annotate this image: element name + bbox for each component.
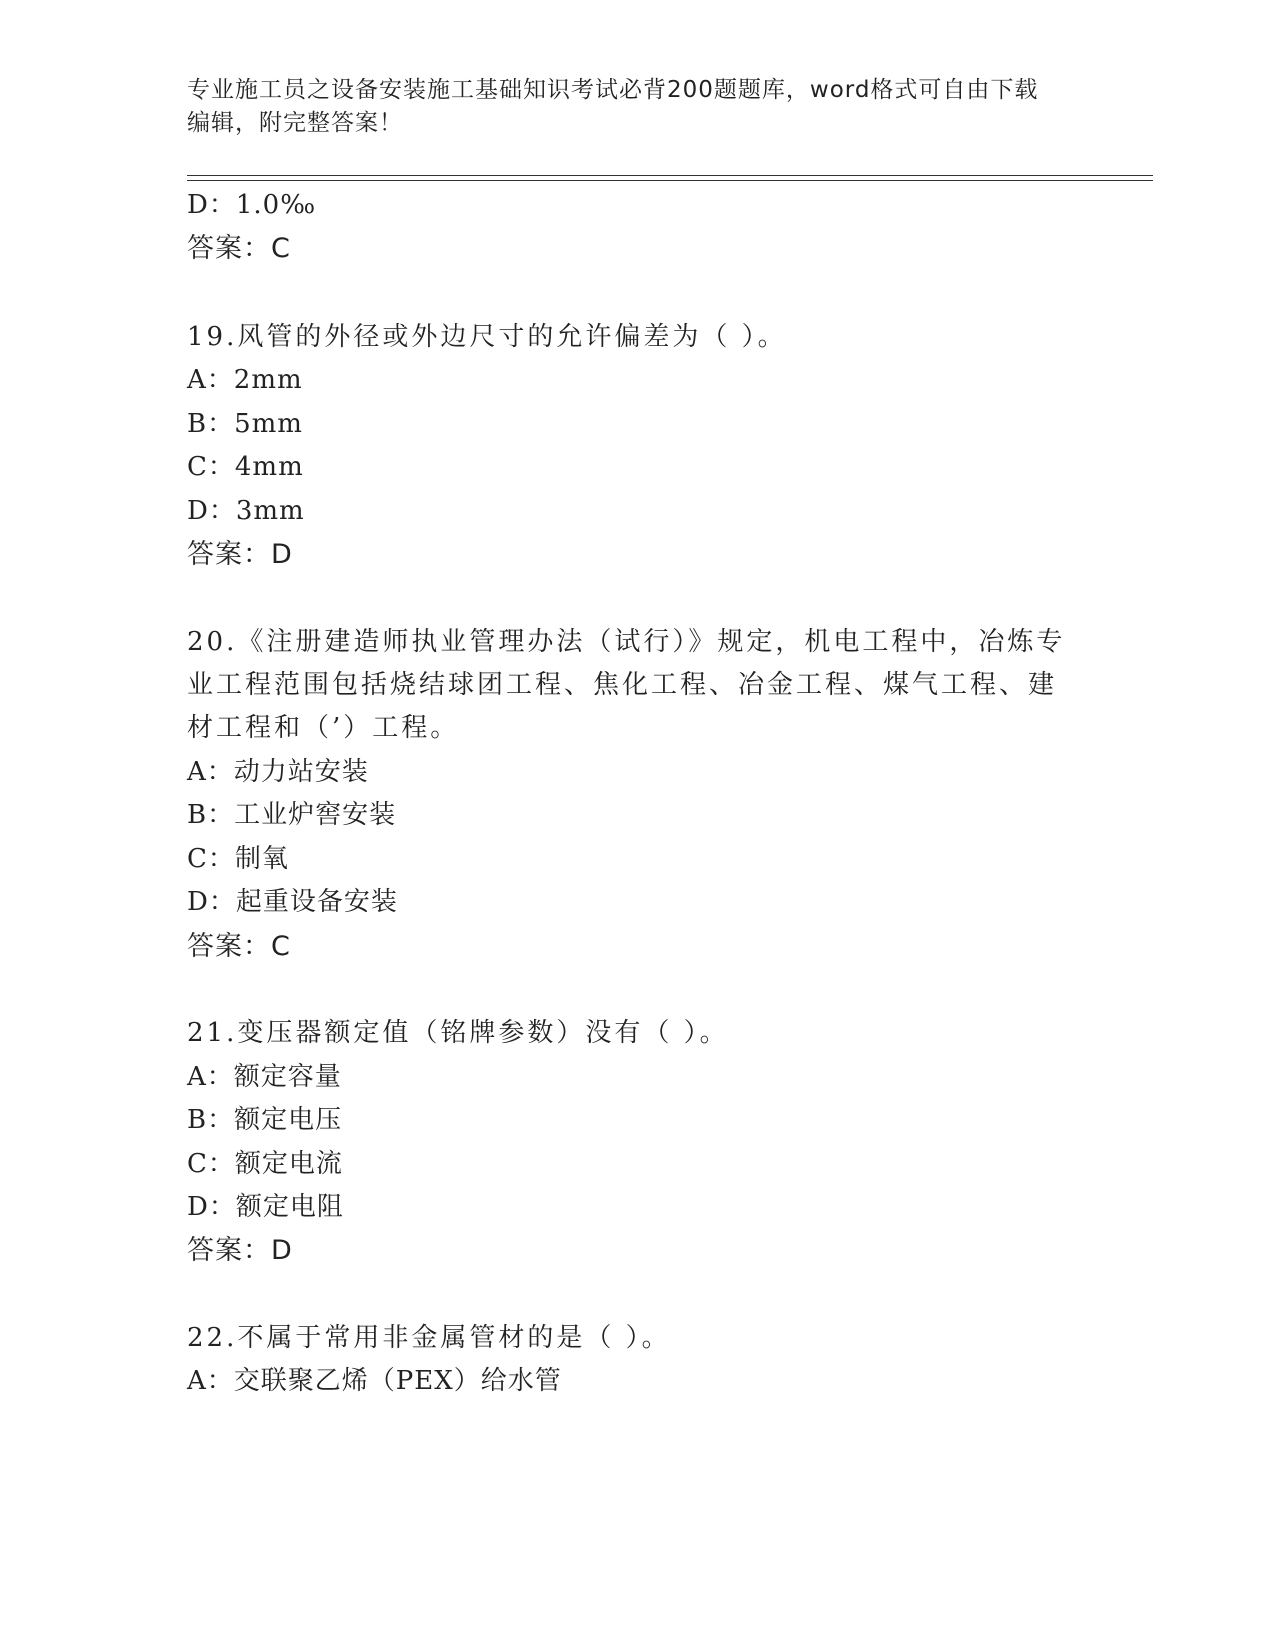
q19-option-a: A：2mm <box>187 365 303 395</box>
q20-option-a: A：动力站安装 <box>187 757 369 787</box>
q20-title-line-1: 20.《注册建造师执业管理办法（试行）》规定，机电工程中，冶炼专 <box>187 627 1066 657</box>
q19-option-d: D：3mm <box>187 496 305 526</box>
q19-option-b: B：5mm <box>187 409 303 439</box>
q21-title: 21.变压器额定值（铭牌参数）没有（ ）。 <box>187 1018 729 1048</box>
q20-answer: 答案：C <box>187 931 291 962</box>
prev-answer: 答案：C <box>187 233 291 264</box>
q21-option-b: B：额定电压 <box>187 1105 343 1135</box>
q22-title: 22.不属于常用非金属管材的是（ ）。 <box>187 1323 671 1353</box>
q20-title-line-3: 材工程和（’）工程。 <box>187 713 460 743</box>
q21-answer: 答案：D <box>187 1235 293 1266</box>
q19-option-c: C：4mm <box>187 452 304 482</box>
q21-option-c: C：额定电流 <box>187 1149 343 1179</box>
header-divider-top <box>187 175 1153 176</box>
prev-option-d: D：1.0‰ <box>187 190 317 220</box>
header-line-2: 编辑，附完整答案！ <box>187 110 403 136</box>
q22-option-a: A：交联聚乙烯（PEX）给水管 <box>187 1366 562 1396</box>
q21-option-a: A：额定容量 <box>187 1062 342 1092</box>
q20-option-c: C：制氧 <box>187 844 289 874</box>
q19-title: 19.风管的外径或外边尺寸的允许偏差为（ ）。 <box>187 322 787 352</box>
q20-title-line-2: 业工程范围包括烧结球团工程、焦化工程、冶金工程、煤气工程、建 <box>187 670 1058 700</box>
header-divider-bottom <box>187 180 1153 181</box>
q19-answer: 答案：D <box>187 539 293 570</box>
q20-option-b: B：工业炉窖安装 <box>187 800 397 830</box>
q21-option-d: D：额定电阻 <box>187 1192 344 1222</box>
header-line-1: 专业施工员之设备安装施工基础知识考试必背200题题库，word格式可自由下载 <box>187 77 1039 103</box>
q20-option-d: D：起重设备安装 <box>187 887 398 917</box>
document-header <box>187 74 1087 140</box>
